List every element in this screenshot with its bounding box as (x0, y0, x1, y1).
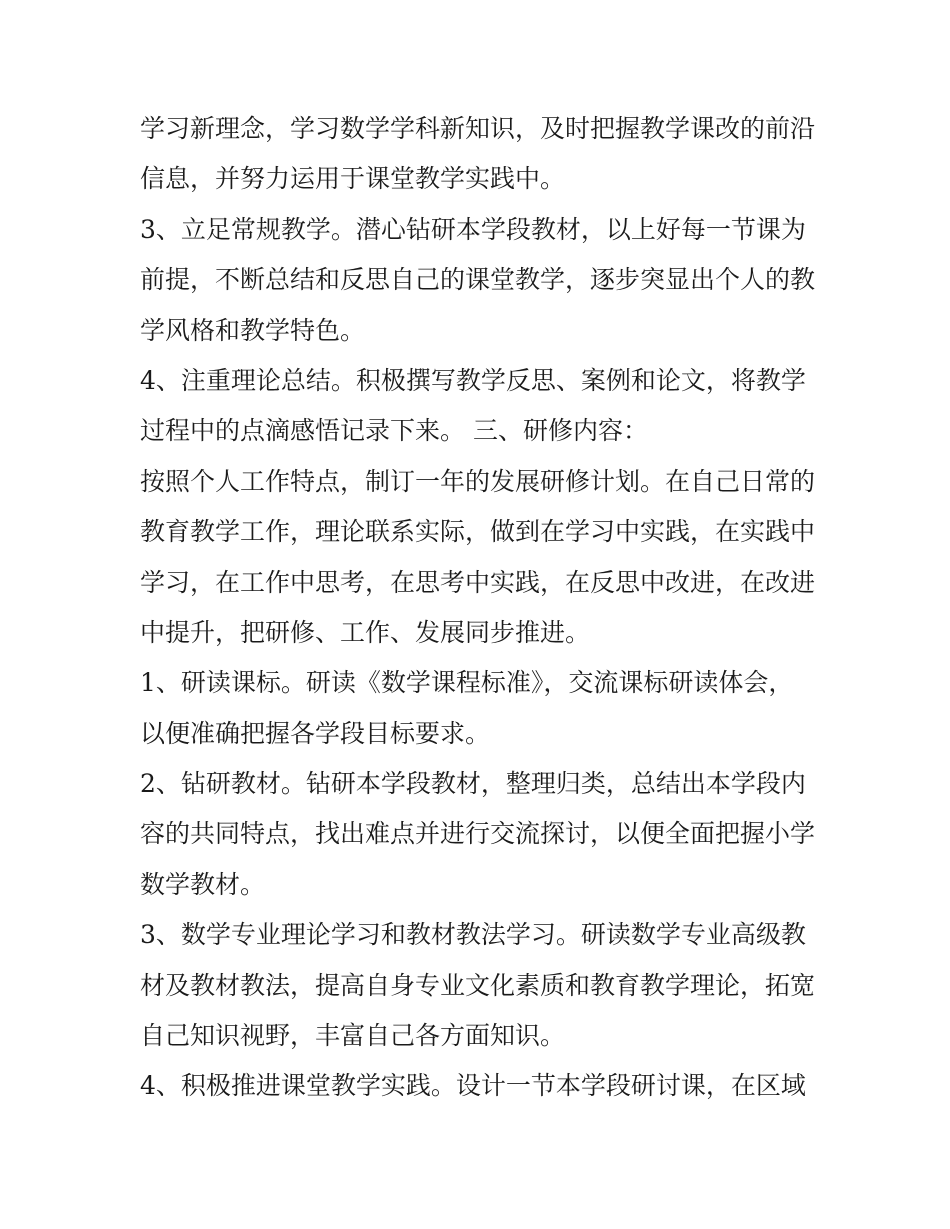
text-line: 材及教材教法，提高自身专业文化素质和教育教学理论，拓宽 (140, 970, 816, 1000)
text-line: 3、数学专业理论学习和教材教法学习。研读数学专业高级教 (140, 920, 806, 950)
text-line: 中提升，把研修、工作、发展同步推进。 (140, 617, 591, 647)
text-line: 1、研读课标。研读《数学课程标准》，交流课标研读体会， (140, 668, 794, 698)
text-line: 学习新理念，学习数学学科新知识，及时把握教学课改的前沿 (140, 114, 816, 143)
text-line: 4、注重理论总结。积极撰写教学反思、案例和论文，将教学 (140, 365, 806, 395)
text-line: 2、钻研教材。钻研本学段教材，整理归类，总结出本学段内 (140, 769, 806, 799)
text-line: 前提，不断总结和反思自己的课堂教学，逐步突显出个人的教 (140, 265, 816, 295)
text-line: 3、立足常规教学。潜心钻研本学段教材，以上好每一节课为 (140, 214, 806, 244)
text-line: 信息，并努力运用于课堂教学实践中。 (140, 164, 566, 194)
text-line: 数学教材。 (140, 869, 266, 899)
text-line: 教育教学工作，理论联系实际，做到在学习中实践，在实践中 (140, 517, 816, 547)
text-line: 过程中的点滴感悟记录下来。 三、研修内容： (140, 416, 648, 446)
text-line: 自己知识视野，丰富自己各方面知识。 (140, 1021, 566, 1051)
text-line: 4、积极推进课堂教学实践。设计一节本学段研讨课，在区域 (140, 1071, 806, 1101)
text-line: 按照个人工作特点，制订一年的发展研修计划。在自己日常的 (140, 466, 816, 496)
document-body (140, 104, 820, 1112)
text-line: 容的共同特点，找出难点并进行交流探讨，以便全面把握小学 (140, 819, 816, 849)
text-line: 学风格和教学特色。 (140, 315, 366, 345)
text-line: 以便准确把握各学段目标要求。 (140, 718, 491, 748)
text-line: 学习，在工作中思考，在思考中实践，在反思中改进，在改进 (140, 567, 816, 597)
